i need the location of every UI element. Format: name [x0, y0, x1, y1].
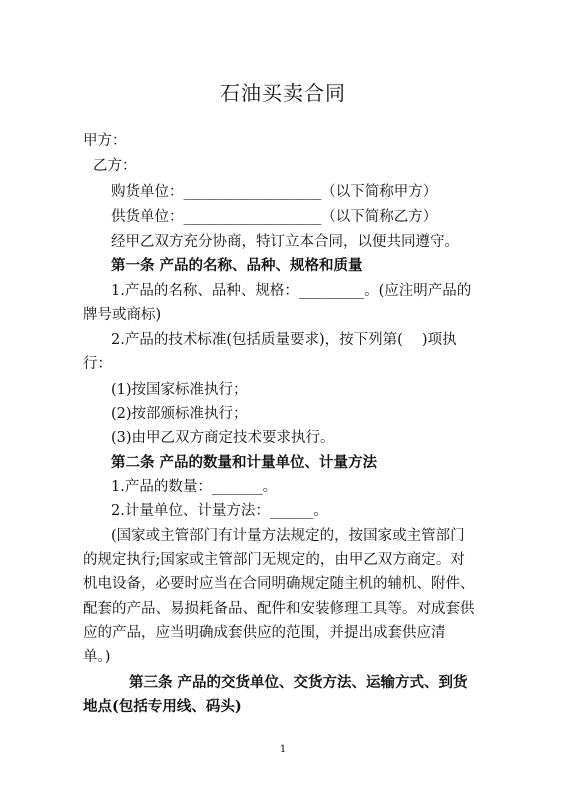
- article2-note-line2: 的规定执行;国家或主管部门无规定的，由甲乙双方商定。对: [83, 552, 465, 568]
- article1-item1-line2: 牌号或商标): [83, 307, 162, 323]
- article2-item2: 2.计量单位、计量方法：______。: [111, 503, 328, 519]
- article2-note-line3: 机电设备，必要时应当在合同明确规定随主机的辅机、附件、: [83, 576, 475, 592]
- article3-heading-line1: 第三条 产品的交货单位、交货方法、运输方式、到货: [129, 674, 468, 691]
- article2-note-line5: 应的产品，应当明确成套供应的范围，并提出成套供应清: [83, 625, 446, 641]
- intro-paragraph: 经甲乙双方充分协商，特订立本合同，以便共同遵守。: [111, 234, 459, 250]
- article2-item1: 1.产品的数量：_______。: [111, 479, 278, 495]
- article2-note-line1: (国家或主管部门有计量方法规定的，按国家或主管部门: [111, 528, 465, 544]
- party-b-label: 乙方：: [93, 158, 137, 174]
- article2-note-line4: 配套的产品、易损耗备品、配件和安装修理工具等。对成套供: [83, 601, 475, 617]
- article1-option3: (3)由甲乙双方商定技术要求执行。: [111, 430, 335, 446]
- article1-option2: (2)按部颁标准执行；: [111, 406, 248, 422]
- buyer-line: 购货单位：___________________（以下简称甲方）: [111, 184, 438, 200]
- article1-option1: (1)按国家标准执行；: [111, 382, 248, 398]
- article1-heading: 第一条 产品的名称、品种、规格和质量: [111, 257, 363, 274]
- article2-heading: 第二条 产品的数量和计量单位、计量方法: [111, 454, 378, 471]
- page-title: 石油买卖合同: [220, 81, 346, 105]
- article3-heading-line2: 地点(包括专用线、码头): [83, 698, 242, 715]
- article1-item2-line1: 2.产品的技术标准(包括质量要求)，按下列第( )项执: [111, 332, 457, 348]
- seller-line: 供货单位：___________________（以下简称乙方）: [111, 209, 438, 225]
- article1-item1-line1: 1.产品的名称、品种、规格：_________。(应注明产品的: [111, 283, 472, 299]
- article2-note-line6: 单。): [83, 649, 111, 665]
- party-a-label: 甲方：: [83, 133, 127, 149]
- article1-item2-line2: 行：: [83, 356, 112, 372]
- page-number: 1: [279, 744, 287, 755]
